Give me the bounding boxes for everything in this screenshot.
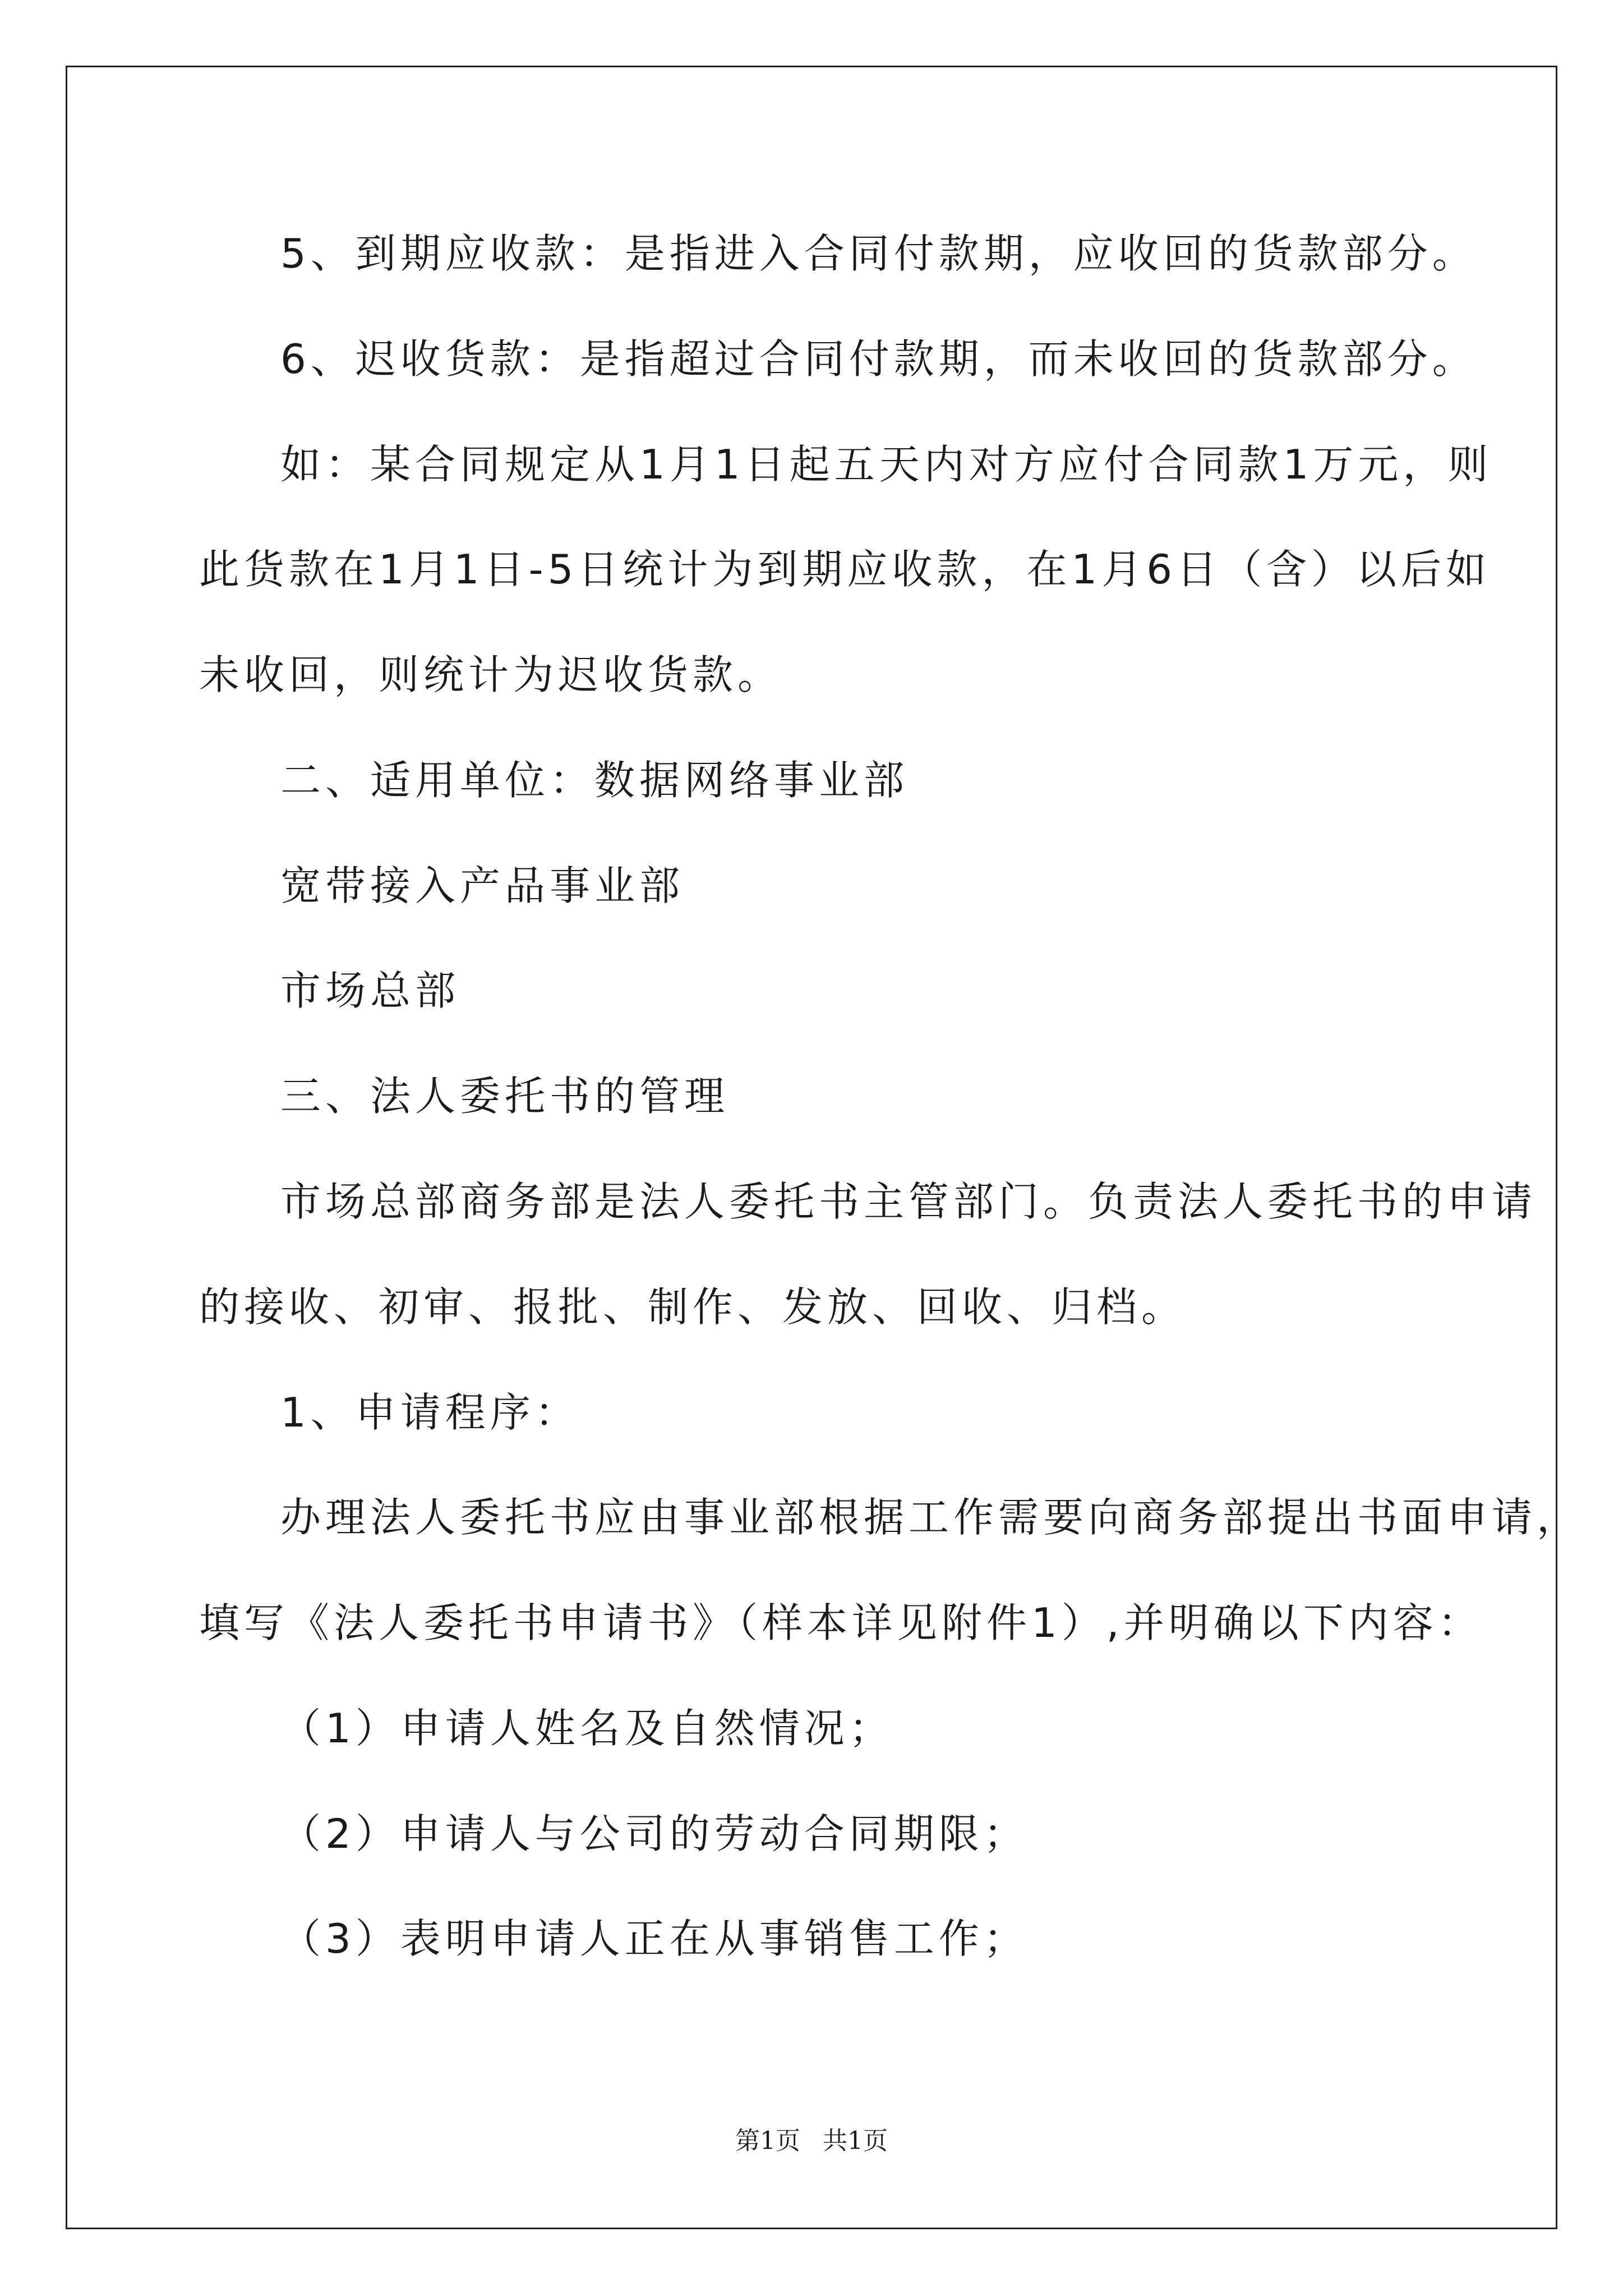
paragraph-line: 办理法人委托书应由事业部根据工作需要向商务部提出书面申请， bbox=[280, 1494, 1582, 1541]
paragraph-line: 市场总部 bbox=[280, 967, 460, 1014]
paragraph-line: 如：某合同规定从1月1日起五天内对方应付合同款1万元，则 bbox=[280, 441, 1493, 488]
list-item: （3）表明申请人正在从事销售工作； bbox=[280, 1915, 1029, 1962]
page-footer bbox=[0, 2124, 1623, 2158]
paragraph-line: 5、到期应收款：是指进入合同付款期，应收回的货款部分。 bbox=[280, 230, 1477, 277]
paragraph-line: 6、迟收货款：是指超过合同付款期，而未收回的货款部分。 bbox=[280, 335, 1477, 383]
section-heading: 二、适用单位：数据网络事业部 bbox=[280, 757, 909, 804]
paragraph-line: 市场总部商务部是法人委托书主管部门。负责法人委托书的申请 bbox=[280, 1178, 1537, 1225]
paragraph-line: 填写《法人委托书申请书》（样本详见附件1）,并明确以下内容： bbox=[199, 1599, 1483, 1646]
page-total: 共1页 bbox=[823, 2127, 888, 2155]
section-heading: 三、法人委托书的管理 bbox=[280, 1073, 730, 1120]
list-item: （2）申请人与公司的劳动合同期限； bbox=[280, 1810, 1029, 1857]
list-item: （1）申请人姓名及自然情况； bbox=[280, 1705, 894, 1752]
paragraph-line: 的接收、初审、报批、制作、发放、回收、归档。 bbox=[199, 1283, 1187, 1331]
page-frame bbox=[66, 66, 1557, 2229]
page-number: 第1页 bbox=[735, 2127, 800, 2155]
paragraph-line: 未收回，则统计为迟收货款。 bbox=[199, 651, 783, 698]
paragraph-line: 宽带接入产品事业部 bbox=[280, 862, 685, 909]
subsection-heading: 1、申请程序： bbox=[280, 1389, 580, 1436]
paragraph-line: 此货款在1月1日-5日统计为到期应收款，在1月6日（含）以后如 bbox=[199, 546, 1491, 593]
